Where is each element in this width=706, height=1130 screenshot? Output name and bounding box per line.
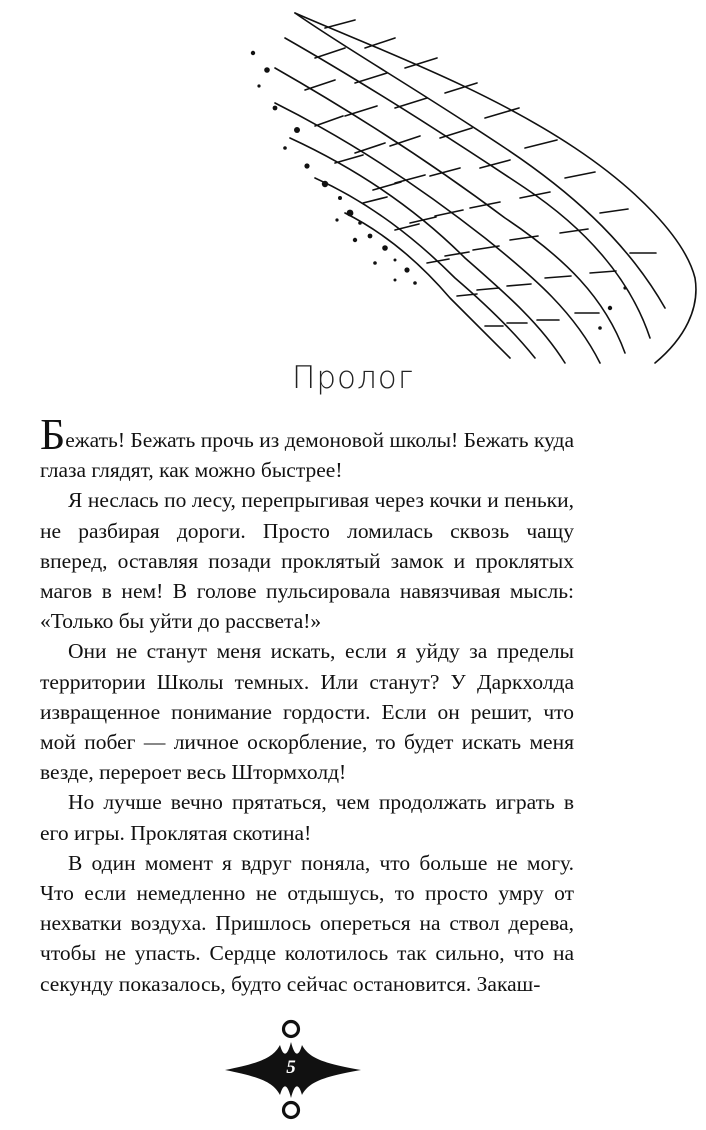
chapter-title: Пролог bbox=[292, 360, 414, 396]
paragraph-1 bbox=[40, 410, 574, 485]
wing-icon bbox=[245, 8, 700, 373]
paragraph-1-text: ежать! Бежать прочь из демоновой школы! Бежать куда глаза глядят, как можно быстрее! bbox=[40, 428, 574, 483]
paragraph-2: Я неслась по лесу, перепрыгивая через кочки и пеньки, не разбирая дороги. Просто ломилась сквозь чащу вперед, оставляя позади проклятый замок и проклятых магов в нем! В голове пульсировала навязчивая мысль: «Только бы уйти до рассвета!» bbox=[40, 488, 574, 634]
paragraph-4: Но лучше вечно прятаться, чем продолжать играть в его игры. Проклятая скотина! bbox=[40, 790, 574, 845]
drop-cap: Б bbox=[40, 410, 66, 459]
page-number: 5 bbox=[286, 1057, 296, 1078]
paragraph-5: В один момент я вдруг поняла, что больше не могу. Что если немедленно не отдышусь, то просто умру от нехватки воздуха. Пришлось опереться на ствол дерева, чтобы не упасть. Сердце колотилось так сильно, что на секунду показалось, будто сейчас остановится. Закаш- bbox=[40, 850, 574, 996]
chapter-body bbox=[40, 410, 574, 999]
paragraph-3: Они не станут меня искать, если я уйду за пределы территории Школы темных. Или станут? У Даркхолда извращенное понимание гордости. Если он решит, что мой побег — личное оскорбление, то будет искать меня везде, перероет весь Штормхолд! bbox=[40, 639, 574, 785]
